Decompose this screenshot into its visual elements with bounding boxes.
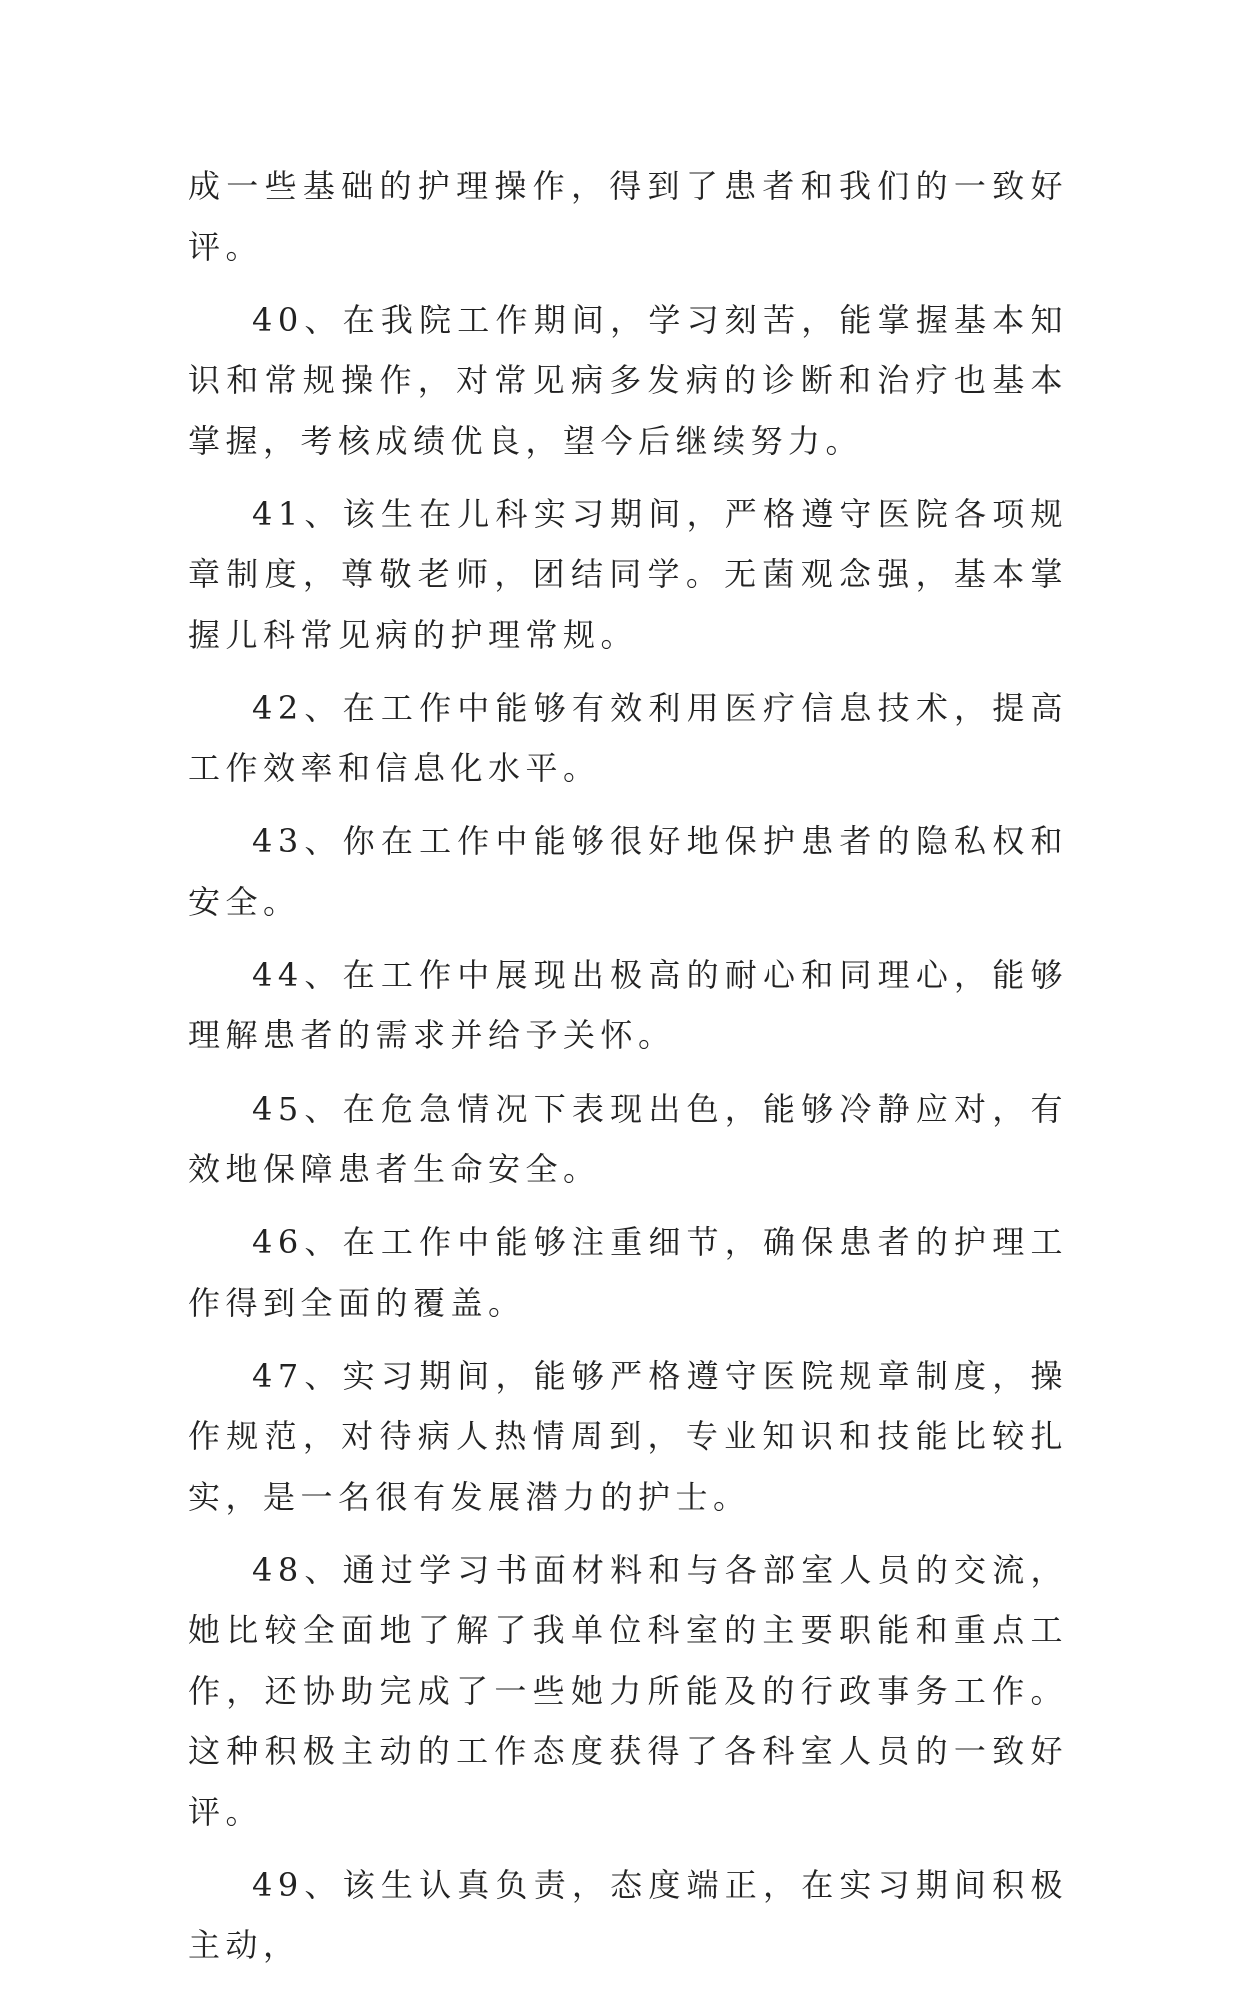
paragraph-49: 49、该生认真负责，态度端正，在实习期间积极主动， xyxy=(188,1865,1068,1965)
paragraph-45: 45、在危急情况下表现出色，能够冷静应对，有效地保障患者生命安全。 xyxy=(188,1089,1068,1189)
paragraph-41: 41、该生在儿科实习期间，严格遵守医院各项规章制度，尊敬老师，团结同学。无菌观念强，基本掌握儿科常见病的护理常规。 xyxy=(188,494,1068,654)
document-body xyxy=(188,156,1068,1989)
paragraph-42: 42、在工作中能够有效利用医疗信息技术，提高工作效率和信息化水平。 xyxy=(188,688,1068,788)
paragraph-47: 47、实习期间，能够严格遵守医院规章制度，操作规范，对待病人热情周到，专业知识和技能比较扎实，是一名很有发展潜力的护士。 xyxy=(188,1356,1068,1516)
paragraph-44: 44、在工作中展现出极高的耐心和同理心，能够理解患者的需求并给予关怀。 xyxy=(188,955,1068,1055)
paragraph-40: 40、在我院工作期间，学习刻苦，能掌握基本知识和常规操作，对常见病多发病的诊断和治疗也基本掌握，考核成绩优良，望今后继续努力。 xyxy=(188,300,1068,460)
paragraph-continued: 成一些基础的护理操作，得到了患者和我们的一致好评。 xyxy=(188,167,1068,266)
paragraph-43: 43、你在工作中能够很好地保护患者的隐私权和安全。 xyxy=(188,822,1068,921)
paragraph-46: 46、在工作中能够注重细节，确保患者的护理工作得到全面的覆盖。 xyxy=(188,1223,1068,1322)
paragraph-48: 48、通过学习书面材料和与各部室人员的交流，她比较全面地了解了我单位科室的主要职能和重点工作，还协助完成了一些她力所能及的行政事务工作。这种积极主动的工作态度获得了各科室人员的一致好评。 xyxy=(188,1550,1068,1831)
